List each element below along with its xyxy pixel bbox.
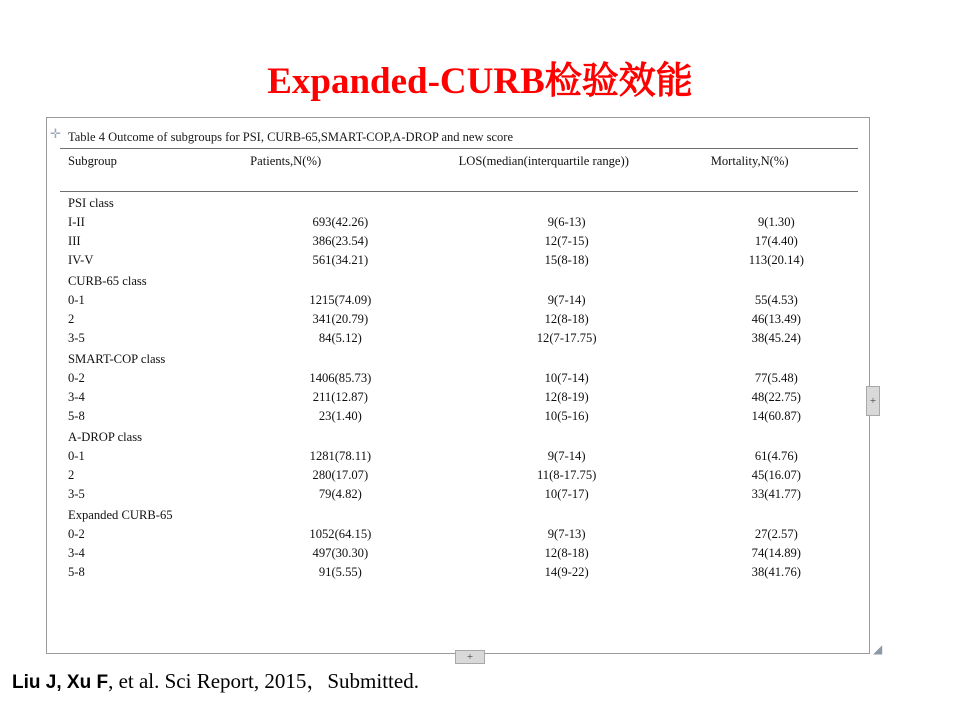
cell-patients: 561(34.21): [312, 253, 369, 267]
cell-mortality: [691, 192, 858, 214]
cell-subgroup: III: [68, 234, 81, 248]
table-row: [60, 485, 858, 504]
table-row: [60, 407, 858, 426]
cell-subgroup: PSI class: [68, 196, 114, 210]
cell-mortality: 27(2.57): [754, 527, 798, 541]
cell-patients: 497(30.30): [312, 546, 369, 560]
resize-handle-right[interactable]: +: [866, 386, 880, 416]
cell-patients: 341(20.79): [312, 312, 369, 326]
cell-los: 9(6-13): [547, 215, 586, 229]
page-title: Expanded-CURB检验效能: [267, 61, 693, 102]
cell-los: [439, 504, 691, 525]
cell-los: [439, 192, 691, 214]
cell-mortality: 46(13.49): [751, 312, 801, 326]
cell-subgroup: 0-1: [68, 449, 85, 463]
cell-subgroup: 3-4: [68, 390, 85, 404]
cell-los: 12(8-19): [544, 390, 589, 404]
cell-los: [439, 348, 691, 369]
move-handle-icon[interactable]: ✛: [50, 126, 61, 141]
outcome-table: [60, 148, 858, 582]
table-row: [60, 525, 858, 544]
cell-subgroup: 3-5: [68, 331, 85, 345]
cell-patients: 693(42.26): [312, 215, 369, 229]
cell-los: 9(7-13): [547, 527, 586, 541]
resize-handle-corner-icon[interactable]: ◢: [873, 642, 883, 656]
cell-mortality: [691, 270, 858, 291]
cell-mortality: [691, 426, 858, 447]
table-row: [60, 466, 858, 485]
cell-mortality: 48(22.75): [751, 390, 801, 404]
cell-subgroup: A-DROP class: [68, 430, 143, 444]
table-group-row: [60, 270, 858, 291]
cell-mortality: 61(4.76): [754, 449, 798, 463]
table-row: [60, 232, 858, 251]
cell-patients: [238, 348, 438, 369]
table-group-row: [60, 348, 858, 369]
table-row: [60, 388, 858, 407]
cell-los: 10(7-17): [544, 487, 589, 501]
table-row: [60, 291, 858, 310]
table-row: [60, 447, 858, 466]
table-row: [60, 369, 858, 388]
column-header-patients: Patients,N(%): [238, 149, 438, 192]
cell-los: 10(5-16): [544, 409, 589, 423]
cell-patients: 91(5.55): [318, 565, 362, 579]
table-row: [60, 544, 858, 563]
table-group-row: [60, 426, 858, 447]
cell-subgroup: 2: [68, 312, 75, 326]
cell-mortality: 33(41.77): [751, 487, 801, 501]
resize-handle-bottom[interactable]: +: [455, 650, 485, 664]
cell-mortality: 38(45.24): [751, 331, 801, 345]
cell-subgroup: I-II: [68, 215, 85, 229]
cell-mortality: [691, 348, 858, 369]
citation-authors: Liu J, Xu F: [12, 672, 109, 693]
cell-mortality: 9(1.30): [757, 215, 795, 229]
cell-subgroup: 0-2: [68, 527, 85, 541]
table-body: [60, 192, 858, 583]
cell-subgroup: 3-4: [68, 546, 85, 560]
cell-patients: 84(5.12): [318, 331, 362, 345]
table-caption: Table 4 Outcome of subgroups for PSI, CURB-65,SMART-COP,A-DROP and new score: [68, 130, 514, 144]
cell-los: 12(7-15): [544, 234, 589, 248]
citation-rest: , et al. Sci Report, 2015，Submitted.: [108, 669, 419, 693]
cell-mortality: 45(16.07): [751, 468, 801, 482]
cell-patients: 386(23.54): [312, 234, 369, 248]
table-header-row: [60, 149, 858, 192]
cell-los: 12(8-18): [544, 312, 589, 326]
cell-patients: 280(17.07): [312, 468, 369, 482]
cell-mortality: 14(60.87): [751, 409, 801, 423]
cell-los: 11(8-17.75): [536, 468, 597, 482]
cell-los: 9(7-14): [547, 293, 586, 307]
cell-los: [439, 426, 691, 447]
cell-mortality: 55(4.53): [754, 293, 798, 307]
cell-patients: [238, 426, 438, 447]
table-row: [60, 563, 858, 582]
cell-patients: 211(12.87): [312, 390, 368, 404]
cell-subgroup: 0-2: [68, 371, 85, 385]
table-row: [60, 329, 858, 348]
cell-mortality: 77(5.48): [754, 371, 798, 385]
cell-los: 9(7-14): [547, 449, 586, 463]
cell-los: [439, 270, 691, 291]
table-row: [60, 251, 858, 270]
cell-subgroup: 3-5: [68, 487, 85, 501]
cell-subgroup: Expanded CURB-65: [68, 508, 173, 522]
cell-subgroup: 2: [68, 468, 75, 482]
cell-mortality: 17(4.40): [754, 234, 798, 248]
cell-mortality: 113(20.14): [748, 253, 804, 267]
cell-mortality: 38(41.76): [751, 565, 801, 579]
table-group-row: [60, 504, 858, 525]
cell-patients: 1215(74.09): [309, 293, 372, 307]
cell-los: 12(7-17.75): [536, 331, 597, 345]
cell-patients: 1052(64.15): [309, 527, 372, 541]
cell-subgroup: SMART-COP class: [68, 352, 166, 366]
column-header-mortality: Mortality,N(%): [691, 149, 858, 192]
cell-patients: 1281(78.11): [309, 449, 372, 463]
cell-subgroup: 5-8: [68, 409, 85, 423]
cell-subgroup: 0-1: [68, 293, 85, 307]
cell-mortality: 74(14.89): [751, 546, 801, 560]
cell-patients: 23(1.40): [318, 409, 362, 423]
table-group-row: [60, 192, 858, 214]
cell-los: 15(8-18): [544, 253, 589, 267]
cell-patients: [238, 270, 438, 291]
cell-patients: [238, 504, 438, 525]
cell-los: 10(7-14): [544, 371, 589, 385]
cell-patients: 1406(85.73): [309, 371, 372, 385]
cell-subgroup: IV-V: [68, 253, 94, 267]
column-header-subgroup: Subgroup: [60, 149, 238, 192]
cell-subgroup: 5-8: [68, 565, 85, 579]
column-header-los: LOS(median(interquartile range)): [439, 149, 691, 192]
citation-footnote: [12, 665, 419, 695]
cell-mortality: [691, 504, 858, 525]
cell-patients: [238, 192, 438, 214]
cell-los: 12(8-18): [544, 546, 589, 560]
cell-subgroup: CURB-65 class: [68, 274, 147, 288]
cell-los: 14(9-22): [544, 565, 589, 579]
table-row: [60, 310, 858, 329]
cell-patients: 79(4.82): [318, 487, 362, 501]
table-row: [60, 213, 858, 232]
